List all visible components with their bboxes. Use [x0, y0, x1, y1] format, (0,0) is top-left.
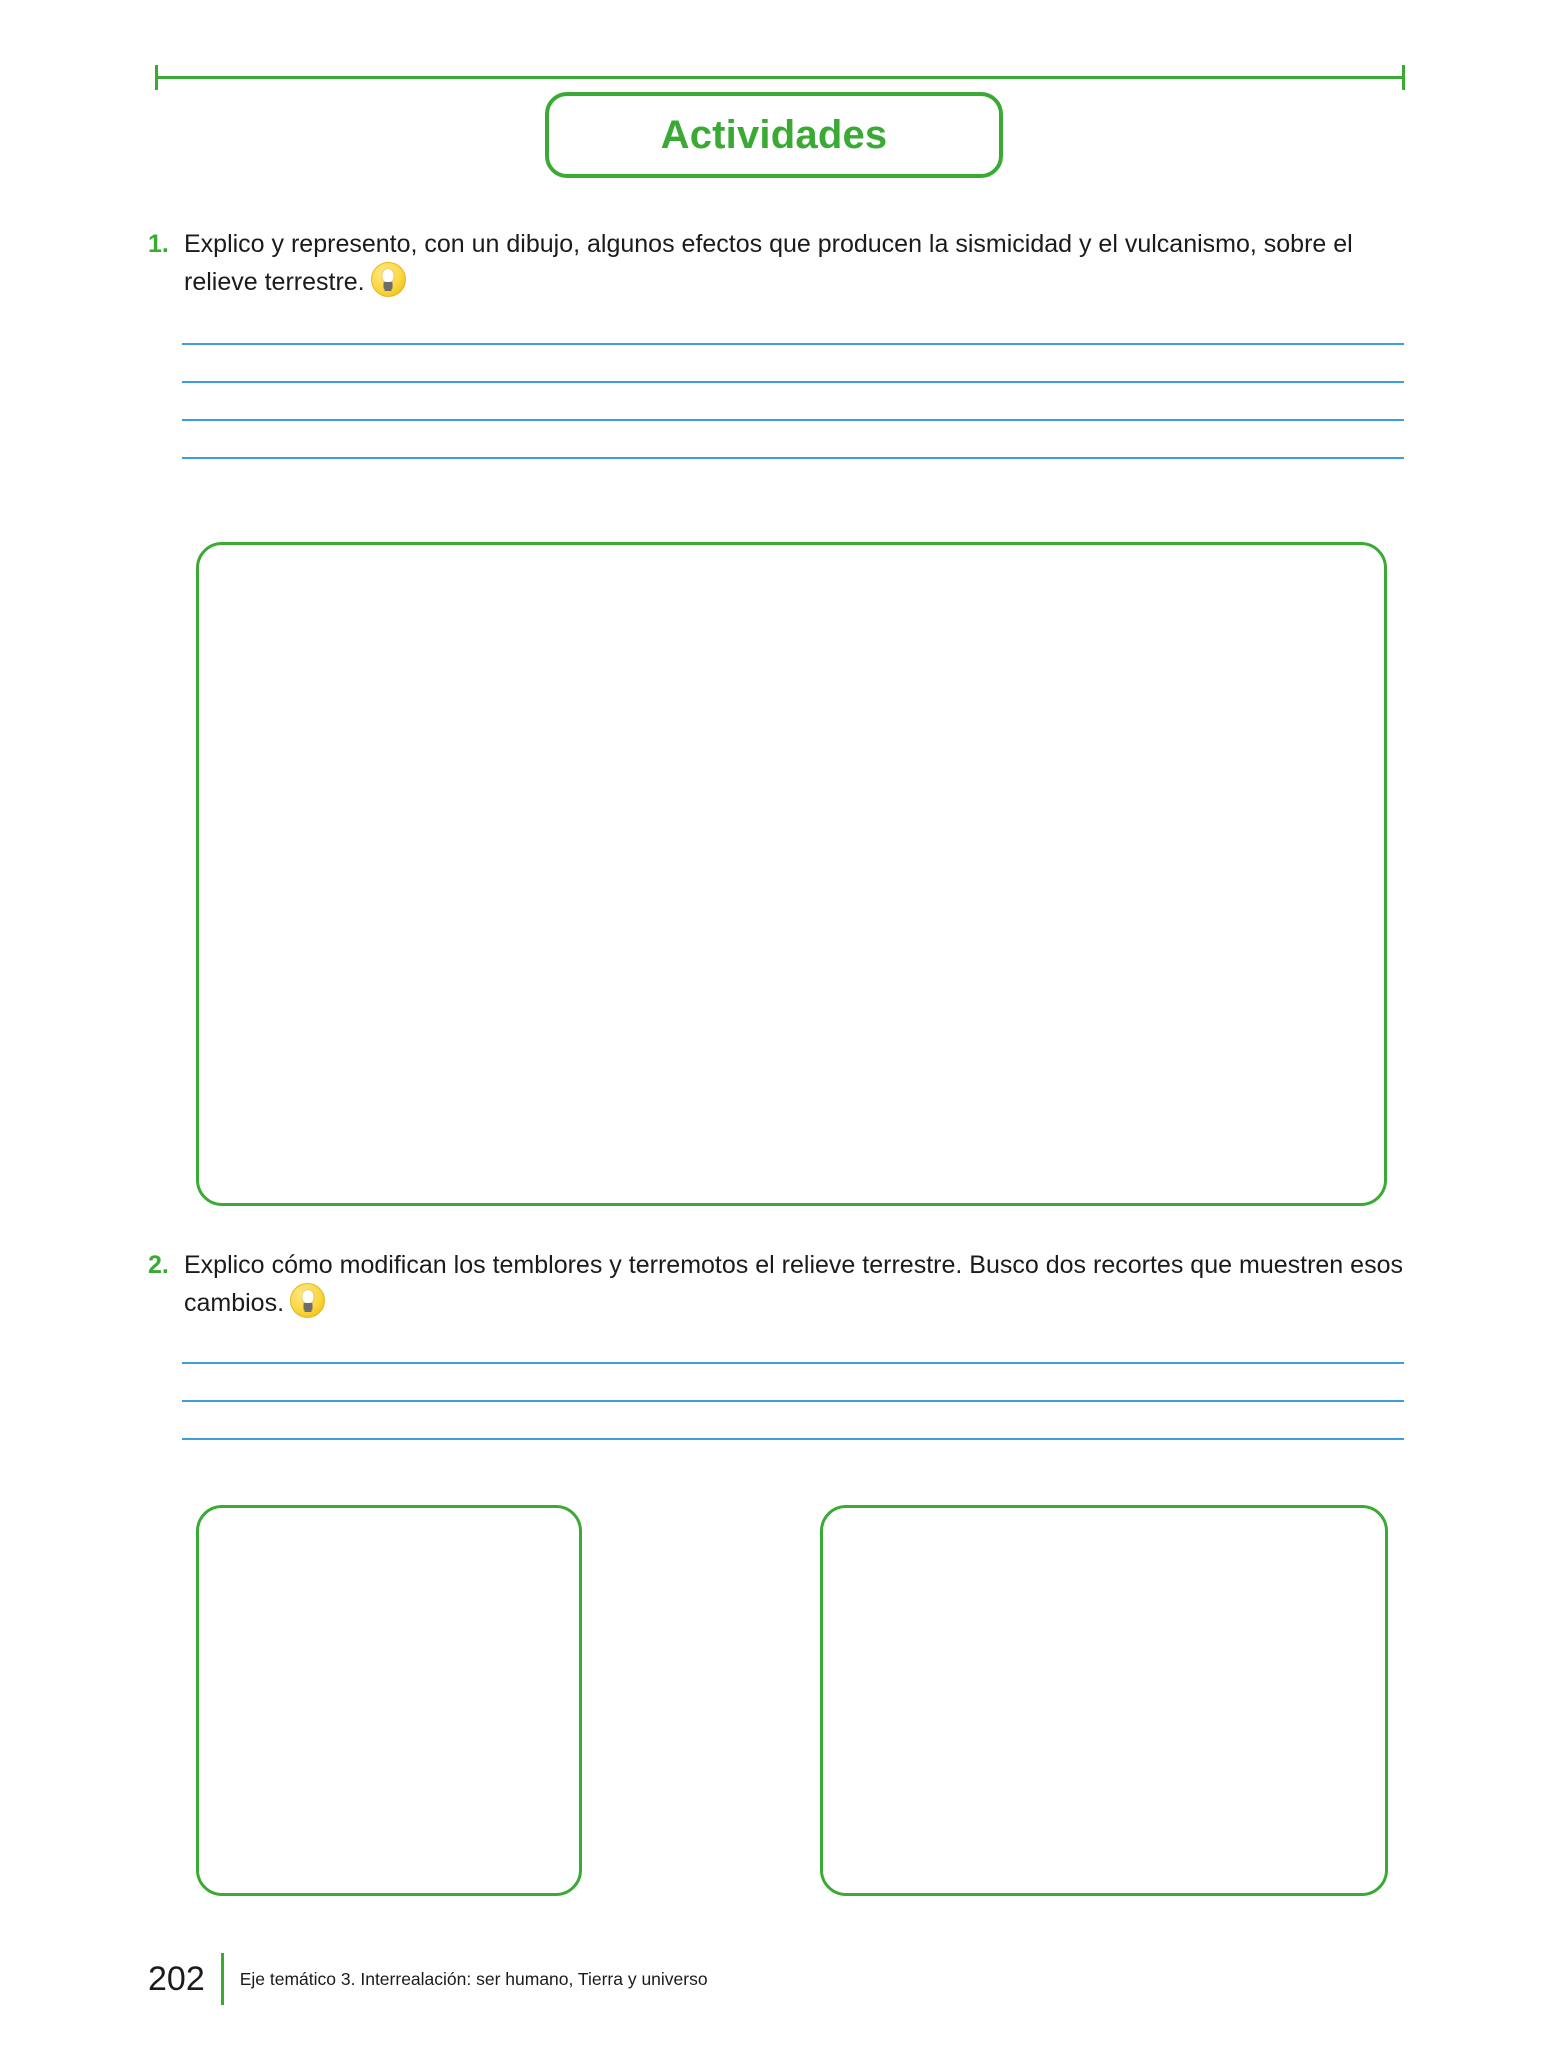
- answer-line[interactable]: [182, 419, 1404, 421]
- page-title: Actividades: [660, 112, 888, 157]
- activity-1-drawing-box[interactable]: [196, 542, 1387, 1206]
- activity-1-answer-lines[interactable]: [182, 343, 1404, 459]
- rule-tick-left: [155, 65, 158, 90]
- answer-line[interactable]: [182, 1362, 1404, 1364]
- answer-line[interactable]: [182, 381, 1404, 383]
- activity-2-number: 2.: [148, 1251, 169, 1279]
- page-title-capsule: [545, 92, 1003, 178]
- answer-line[interactable]: [182, 343, 1404, 345]
- lightbulb-icon: [371, 262, 406, 297]
- answer-line[interactable]: [182, 1400, 1404, 1402]
- activity-1-prompt: Explico y represento, con un dibujo, algunos efectos que producen la sismicidad y el vulcanismo, sobre el relieve terrestre.: [184, 230, 1353, 296]
- activity-2-heading: [148, 1249, 1403, 1321]
- activity-2-text: [184, 1249, 1403, 1321]
- answer-line[interactable]: [182, 457, 1404, 459]
- lightbulb-icon: [290, 1283, 325, 1318]
- activity-1: [148, 228, 1403, 300]
- page-footer: [148, 1950, 708, 2008]
- activity-2-clipping-box-1[interactable]: [196, 1505, 582, 1896]
- answer-line[interactable]: [182, 1438, 1404, 1440]
- top-rule: [155, 76, 1405, 79]
- rule-tick-right: [1402, 65, 1405, 90]
- activity-1-text: [184, 228, 1403, 300]
- activity-2: [148, 1249, 1403, 1321]
- footer-caption: Eje temático 3. Interrealación: ser humano, Tierra y universo: [239, 1968, 708, 1989]
- page-number: 202: [148, 1960, 205, 1998]
- activity-1-heading: [148, 228, 1403, 300]
- activity-2-answer-lines[interactable]: [182, 1362, 1404, 1440]
- activity-2-clipping-box-2[interactable]: [820, 1505, 1388, 1896]
- activity-1-number: 1.: [148, 230, 169, 258]
- activity-2-prompt: Explico cómo modifican los temblores y terremotos el relieve terrestre. Busco dos recortes que muestren esos cambios.: [184, 1251, 1403, 1317]
